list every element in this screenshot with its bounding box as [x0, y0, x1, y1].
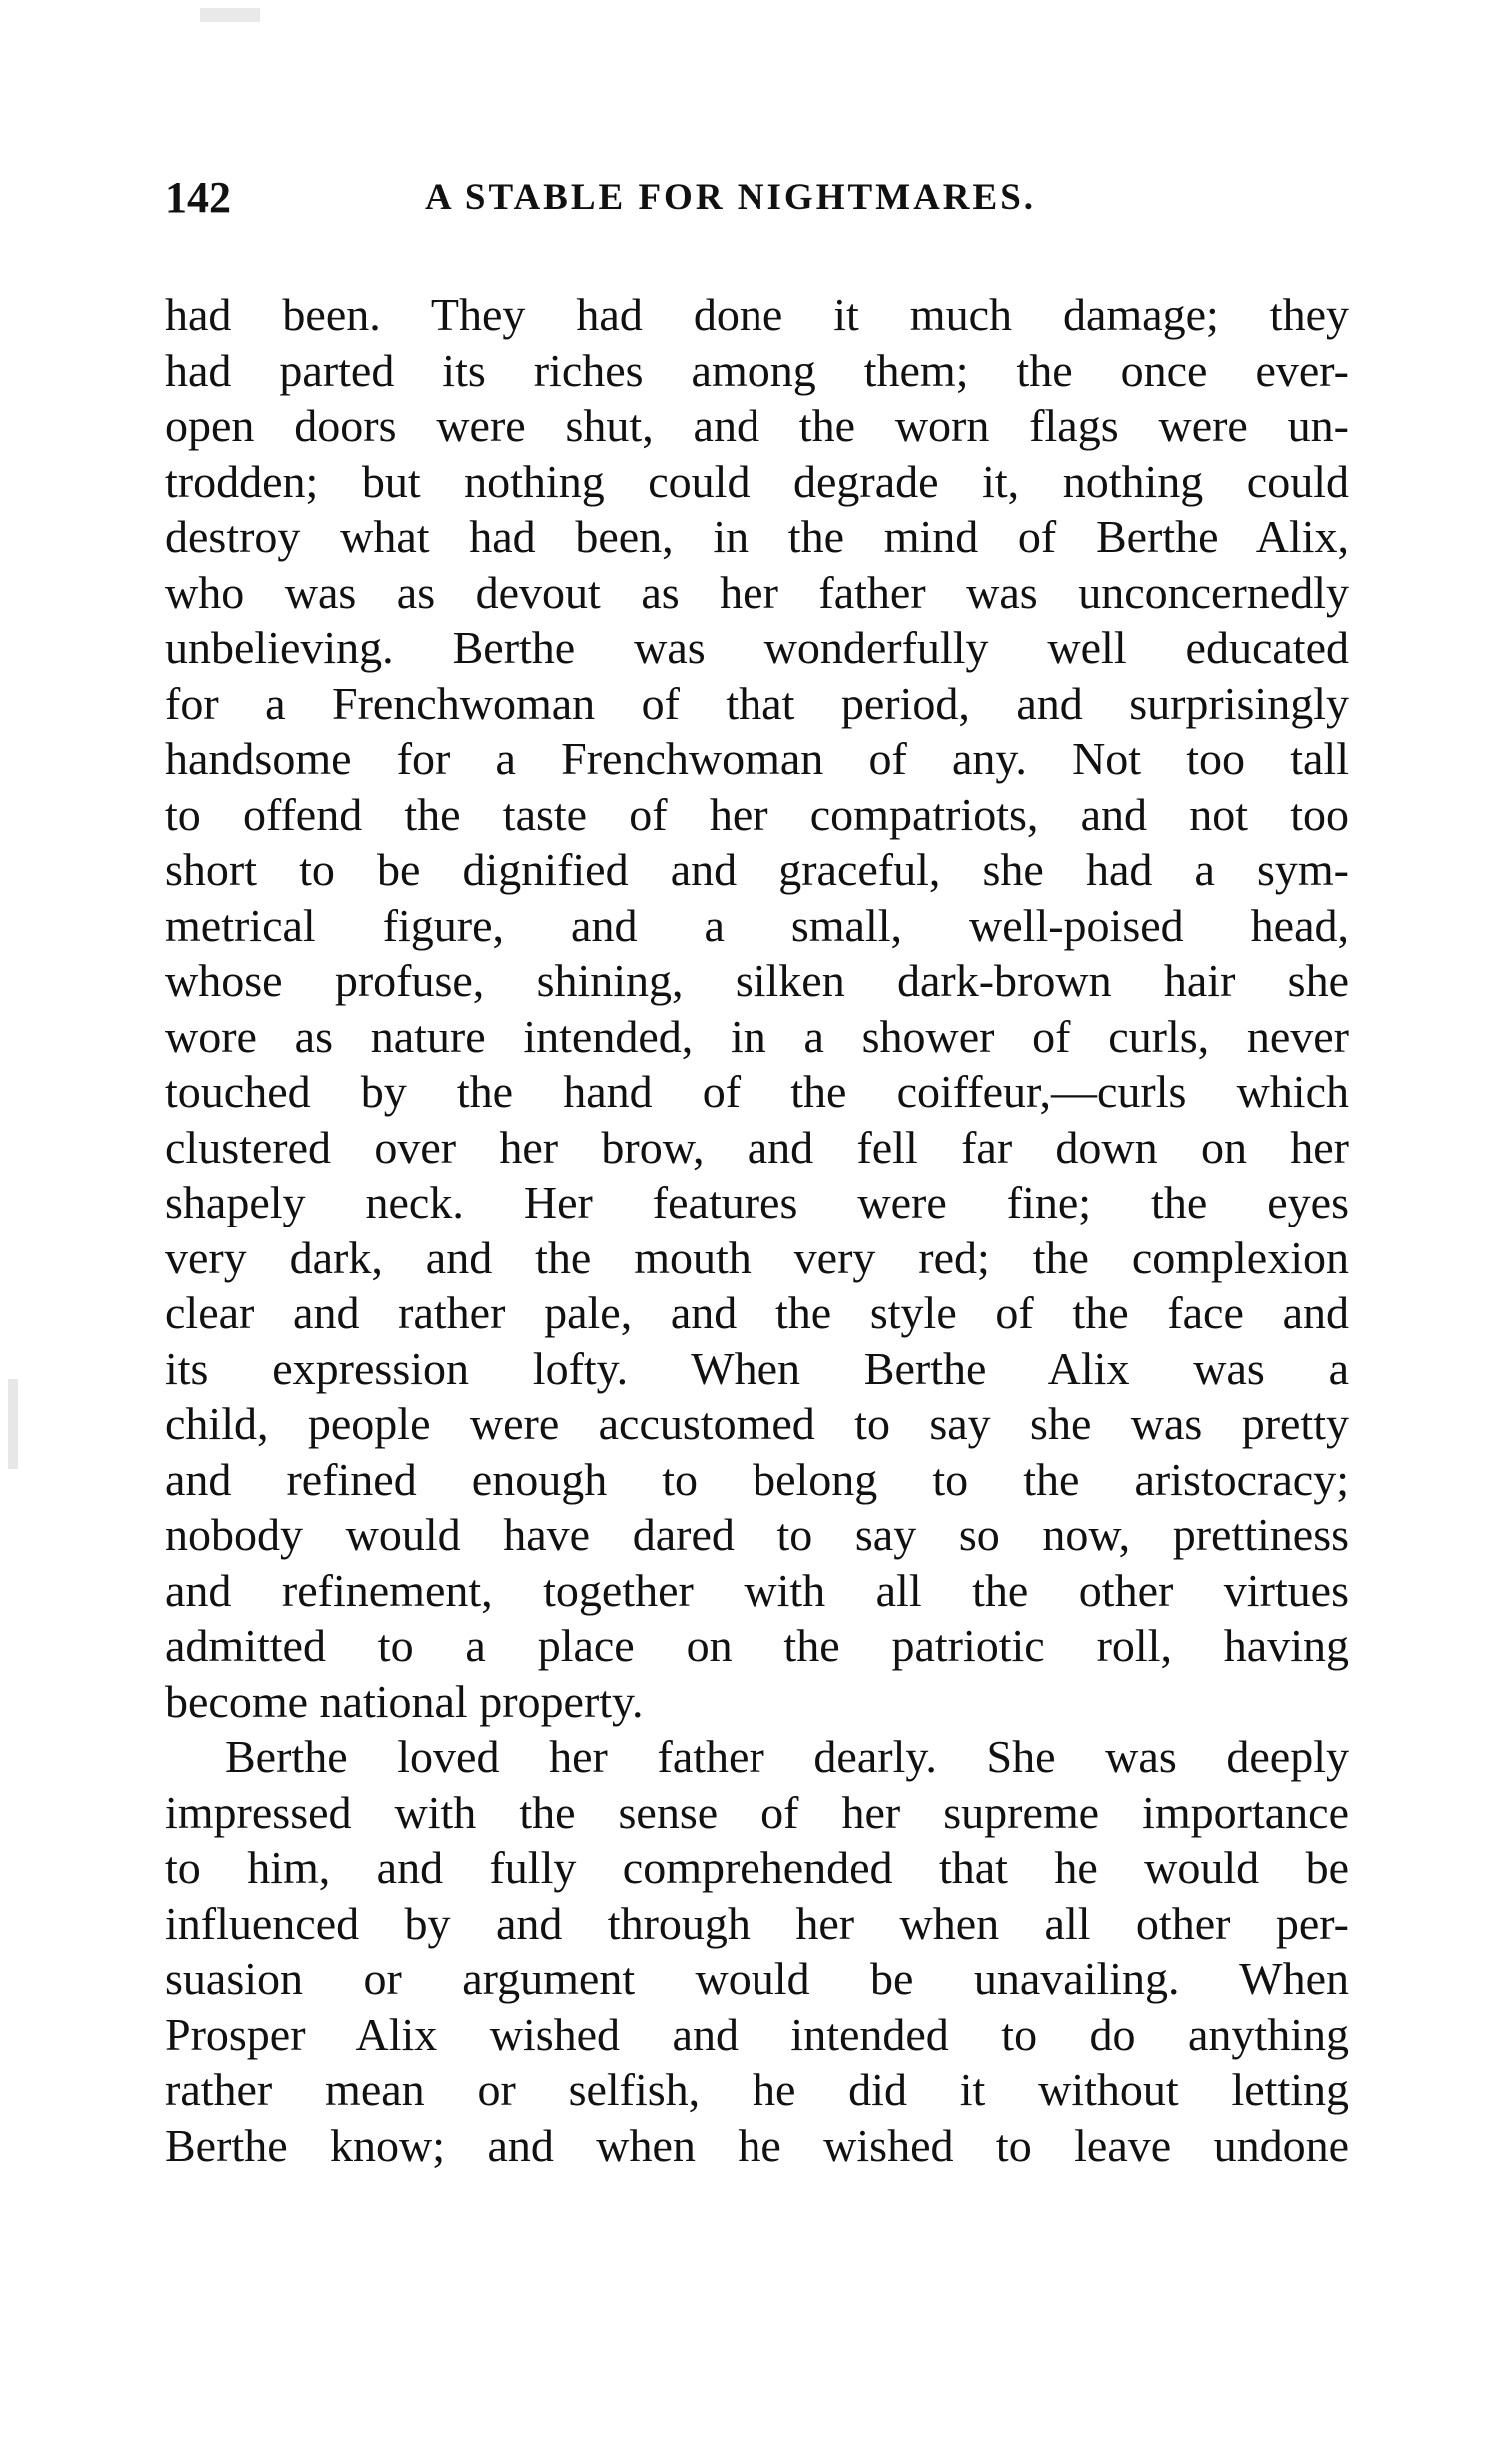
text-line: wore as nature intended, in a shower of curls, never	[165, 1010, 1349, 1062]
scan-speck	[8, 1379, 18, 1469]
paragraph	[165, 287, 1349, 1729]
text-line: Berthe know; and when he wished to leave undone	[165, 2119, 1349, 2171]
text-line: and refined enough to belong to the aristocracy;	[165, 1453, 1349, 1505]
running-title: A STABLE FOR NIGHTMARES.	[425, 177, 1037, 218]
text-line: touched by the hand of the coiffeur,—curls which	[165, 1066, 1349, 1117]
text-line: very dark, and the mouth very red; the complexion	[165, 1231, 1349, 1283]
text-line: to offend the taste of her compatriots, and not too	[165, 788, 1349, 840]
text-line: had parted its riches among them; the once ever-	[165, 344, 1349, 396]
page-number: 142	[165, 173, 231, 222]
text-line: whose profuse, shining, silken dark-brown hair she	[165, 955, 1349, 1006]
text-line: Prosper Alix wished and intended to do anything	[165, 2008, 1349, 2060]
text-line: who was as devout as her father was unconcernedly	[165, 566, 1349, 618]
text-line: clear and rather pale, and the style of the face and	[165, 1287, 1349, 1338]
text-line: trodden; but nothing could degrade it, nothing could	[165, 455, 1349, 507]
text-line: and refinement, together with all the other virtues	[165, 1564, 1349, 1616]
text-line: to him, and fully comprehended that he would be	[165, 1842, 1349, 1893]
text-line: suasion or argument would be unavailing. When	[165, 1953, 1349, 2004]
body-text	[165, 287, 1349, 2173]
text-line: metrical figure, and a small, well-poised head,	[165, 899, 1349, 951]
text-line: rather mean or selfish, he did it without letting	[165, 2064, 1349, 2115]
text-line: nobody would have dared to say so now, prettiness	[165, 1509, 1349, 1560]
text-line: shapely neck. Her features were fine; the eyes	[165, 1177, 1349, 1227]
text-line: influenced by and through her when all other per-	[165, 1897, 1349, 1949]
text-line: child, people were accustomed to say she was pretty	[165, 1398, 1349, 1449]
text-line: impressed with the sense of her supreme importance	[165, 1786, 1349, 1838]
text-line: short to be dignified and graceful, she had a sym-	[165, 844, 1349, 895]
text-line: admitted to a place on the patriotic roll, having	[165, 1620, 1349, 1671]
text-line: for a Frenchwoman of that period, and surprisingly	[165, 677, 1349, 729]
text-line: unbelieving. Berthe was wonderfully well educated	[165, 622, 1349, 673]
text-line: destroy what had been, in the mind of Berthe Alix,	[165, 511, 1349, 562]
paragraph	[165, 1729, 1349, 2173]
text-line: Berthe loved her father dearly. She was deeply	[225, 1731, 1349, 1782]
scan-speck	[200, 8, 260, 22]
text-line: open doors were shut, and the worn flags were un-	[165, 400, 1349, 451]
text-line: become national property.	[165, 1675, 644, 1727]
text-line: clustered over her brow, and fell far down on her	[165, 1121, 1349, 1173]
text-line: handsome for a Frenchwoman of any. Not too tall	[165, 733, 1349, 784]
running-header	[165, 168, 1349, 228]
text-line: its expression lofty. When Berthe Alix was a	[165, 1342, 1349, 1394]
text-line: had been. They had done it much damage; they	[165, 289, 1349, 340]
